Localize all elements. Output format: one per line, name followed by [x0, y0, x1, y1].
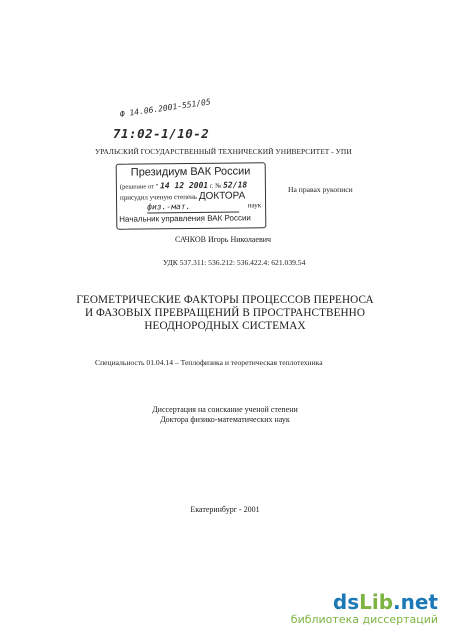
stamp-decision-line: [120, 180, 247, 190]
watermark-logo: [291, 591, 438, 626]
author-name: САЧКОВ Игорь Николаевич: [175, 235, 272, 244]
title-line-1: ГЕОМЕТРИЧЕСКИЕ ФАКТОРЫ ПРОЦЕССОВ ПЕРЕНОСА: [76, 294, 374, 306]
stamp-science-hand: физ.-мат.: [147, 202, 191, 212]
brand-ds: ds: [332, 590, 360, 614]
udk-line: УДК 537.311: 536.212: 536.422.4: 621.039.54: [163, 258, 306, 267]
stamp-decision-no: 52/18: [223, 180, 248, 190]
watermark-brand: [291, 591, 438, 613]
handwritten-code: 71:02-1/10-2: [113, 126, 210, 141]
university-name: УРАЛЬСКИЙ ГОСУДАРСТВЕННЫЙ ТЕХНИЧЕСКИЙ УНИВЕРСИТЕТ - УПИ: [95, 147, 352, 156]
stamp-science-suffix: наук: [247, 201, 262, 210]
stamp-science-line: [147, 201, 261, 211]
brand-net: .net: [393, 590, 438, 614]
dissertation-note: [0, 405, 450, 425]
stamp-decision-date: 14 12 2001: [160, 180, 209, 191]
dissertation-line-1: Диссертация на соискание ученой степени: [152, 405, 298, 414]
title-line-3: НЕОДНОРОДНЫХ СИСТЕМАХ: [144, 320, 306, 332]
stamp-title: Президиум ВАК России: [130, 165, 251, 179]
city-year: Екатеринбург - 2001: [190, 505, 260, 514]
brand-lib: Lib: [359, 590, 394, 614]
vak-stamp: [116, 162, 267, 230]
rights-note: На правах рукописи: [288, 185, 353, 194]
dissertation-title: [0, 294, 450, 333]
title-line-2: И ФАЗОВЫХ ПРЕВРАЩЕНИЙ В ПРОСТРАНСТВЕННО: [84, 307, 366, 319]
stamp-decision-no-prefix: г. №: [209, 182, 222, 190]
specialty: Специальность 01.04.14 – Теплофизика и теоретическая теплотехника: [95, 358, 323, 367]
stamp-decision-prefix: (решение от ": [119, 183, 159, 191]
watermark-tagline: библиотека диссертаций: [290, 613, 438, 626]
stamp-footer: Начальник управления ВАК России: [119, 213, 251, 224]
handwritten-ref-number: Ф 14.06.2001-551/05: [119, 97, 212, 119]
stamp-degree-text: присудил ученую степень: [119, 192, 198, 202]
dissertation-line-2: Доктора физико-математических наук: [160, 415, 290, 424]
stamp-degree: ДОКТОРА: [198, 190, 246, 202]
